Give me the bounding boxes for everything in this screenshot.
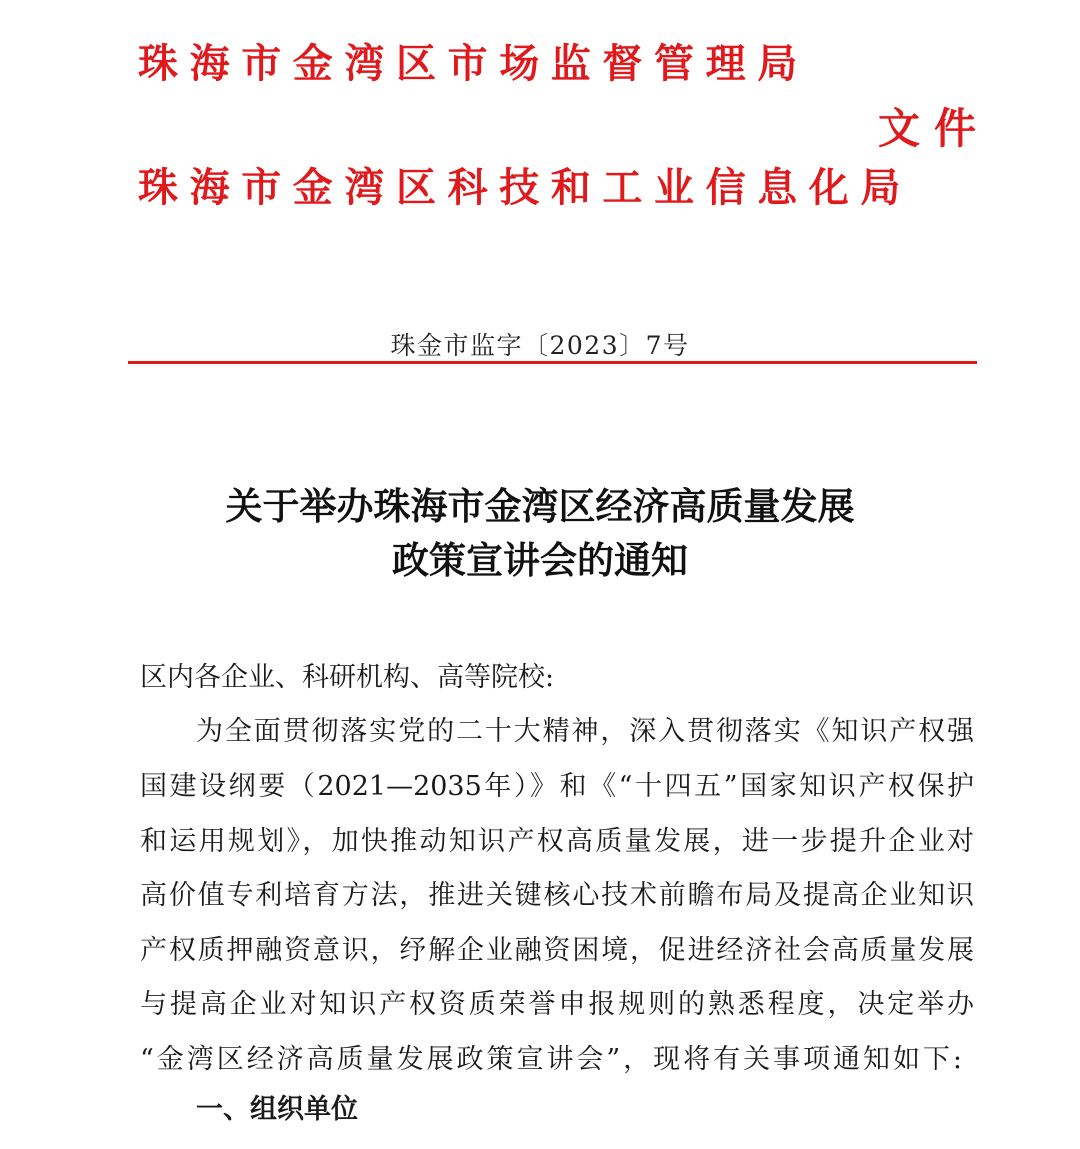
document-type-label: 文件 — [878, 104, 991, 153]
paragraph-line: 高价值专利培育方法，推进关键核心技术前瞻布局及提高企业知识 — [140, 880, 974, 911]
document-title-line-2: 政策宣讲会的通知 — [392, 538, 688, 582]
addressee: 区内各企业、科研机构、高等院校: — [140, 662, 555, 693]
issuer-name-science-industry: 珠海市金湾区科技和工业信息化局 — [138, 164, 912, 211]
paragraph-line: 产权质押融资意识，纾解企业融资困境，促进经济社会高质量发展 — [140, 935, 974, 966]
paragraph-line: 和运用规划》，加快推动知识产权高质量发展，进一步提升企业对 — [140, 826, 974, 857]
paragraph-line: 国建设纲要（2021—2035年）》和《“十四五”国家知识产权保护 — [140, 771, 974, 802]
red-separator-rule — [128, 361, 977, 364]
document-number: 珠金市监字〔2023〕7号 — [390, 331, 690, 360]
paragraph-line: 为全面贯彻落实党的二十大精神，深入贯彻落实《知识产权强 — [196, 716, 974, 747]
issuer-name-market-supervision: 珠海市金湾区市场监督管理局 — [138, 40, 809, 87]
document-title-line-1: 关于举办珠海市金湾区经济高质量发展 — [225, 484, 855, 528]
paragraph-line: 与提高企业对知识产权资质荣誉申报规则的熟悉程度，决定举办 — [140, 989, 974, 1020]
paragraph-line: “金湾区经济高质量发展政策宣讲会”，现将有关事项通知如下: — [140, 1044, 962, 1075]
section-heading-organizers: 一、组织单位 — [196, 1094, 358, 1125]
